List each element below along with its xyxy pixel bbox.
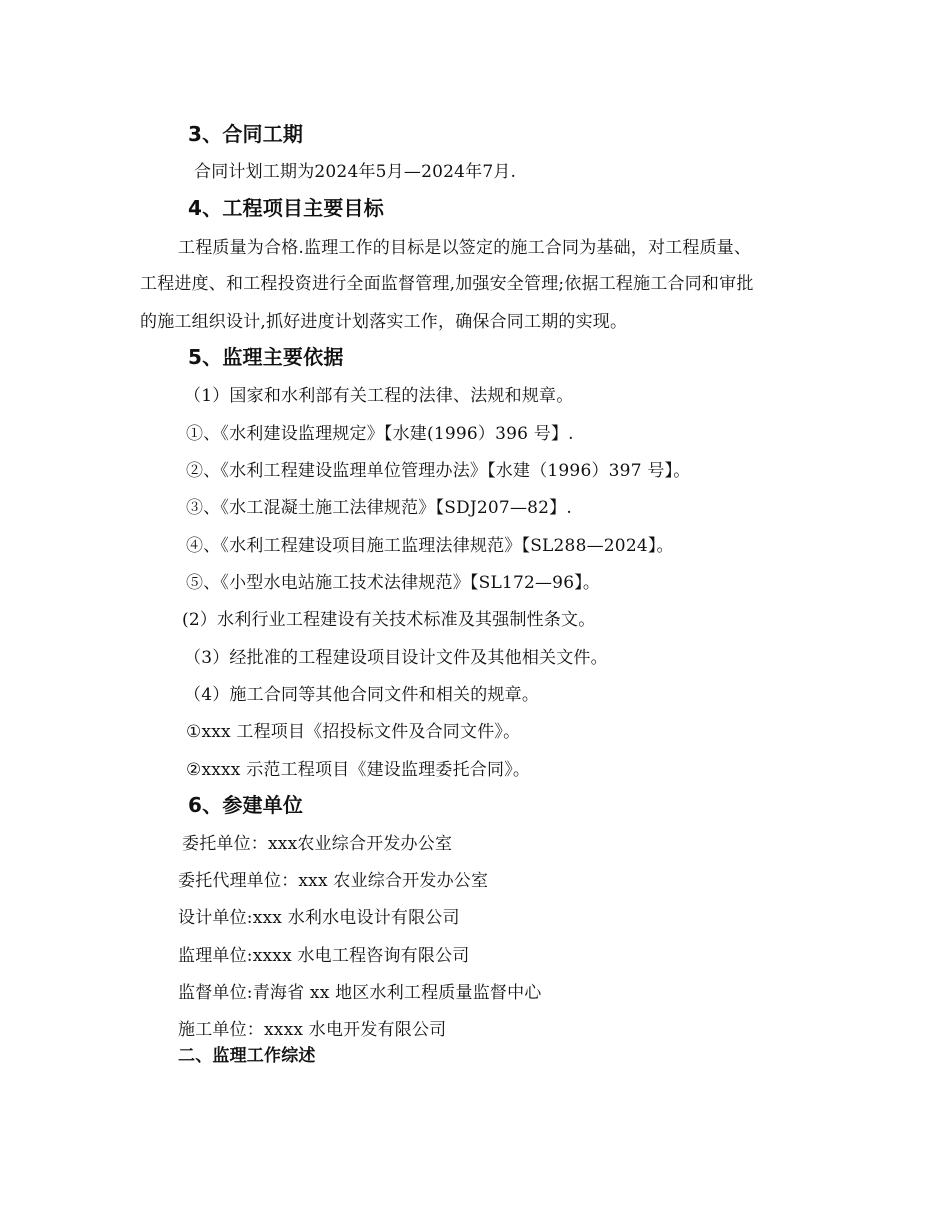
basis-item-3: （3）经批准的工程建设项目设计文件及其他相关文件。 xyxy=(184,648,608,668)
unit-entrusting: 委托单位：xxx农业综合开发办公室 xyxy=(182,834,453,854)
heading-supervision-basis: 5、监理主要依据 xyxy=(188,345,344,369)
unit-supervision: 监理单位:xxxx 水电工程咨询有限公司 xyxy=(178,946,470,966)
unit-entrusting-agent: 委托代理单位：xxx 农业综合开发办公室 xyxy=(178,871,489,891)
project-goals-line-3: 的施工组织设计,抓好进度计划落实工作，确保合同工期的实现。 xyxy=(140,312,628,332)
unit-design: 设计单位:xxx 水利水电设计有限公司 xyxy=(178,908,460,928)
basis-item-1-sub-1: ①、《水利建设监理规定》【水建(1996）396 号】. xyxy=(186,424,574,444)
section-title-supervision-summary: 二、监理工作综述 xyxy=(178,1046,316,1066)
contract-period-text: 合同计划工期为2024年5月—2024年7月. xyxy=(194,162,517,182)
heading-participating-units: 6、参建单位 xyxy=(188,793,304,817)
heading-project-goals: 4、工程项目主要目标 xyxy=(188,196,384,220)
basis-item-4-sub-2: ②xxxx 示范工程项目《建设监理委托合同》。 xyxy=(186,760,531,780)
basis-item-1-sub-5: ⑤、《小型水电站施工技术法律规范》【SL172—96】。 xyxy=(186,573,601,593)
project-goals-line-2: 工程进度、和工程投资进行全面监督管理,加强安全管理;依据工程施工合同和审批 xyxy=(140,274,754,294)
basis-item-1-sub-3: ③、《水工混凝土施工法律规范》【SDJ207—82】. xyxy=(186,498,572,518)
basis-item-1: （1）国家和水利部有关工程的法律、法规和规章。 xyxy=(184,386,574,406)
basis-item-1-sub-4: ④、《水利工程建设项目施工监理法律规范》【SL288—2024】。 xyxy=(186,536,674,556)
basis-item-4: （4）施工合同等其他合同文件和相关的规章。 xyxy=(184,685,540,705)
unit-oversight: 监督单位:青海省 xx 地区水利工程质量监督中心 xyxy=(178,983,542,1003)
project-goals-line-1: 工程质量为合格.监理工作的目标是以签定的施工合同为基础，对工程质量、 xyxy=(178,238,752,258)
basis-item-1-sub-2: ②、《水利工程建设监理单位管理办法》【水建（1996）397 号】。 xyxy=(186,461,691,481)
unit-construction: 施工单位：xxxx 水电开发有限公司 xyxy=(178,1020,447,1040)
heading-contract-period: 3、合同工期 xyxy=(188,122,304,146)
basis-item-2: (2）水利行业工程建设有关技术标准及其强制性条文。 xyxy=(182,610,596,630)
basis-item-4-sub-1: ①xxx 工程项目《招投标文件及合同文件》。 xyxy=(186,722,521,742)
